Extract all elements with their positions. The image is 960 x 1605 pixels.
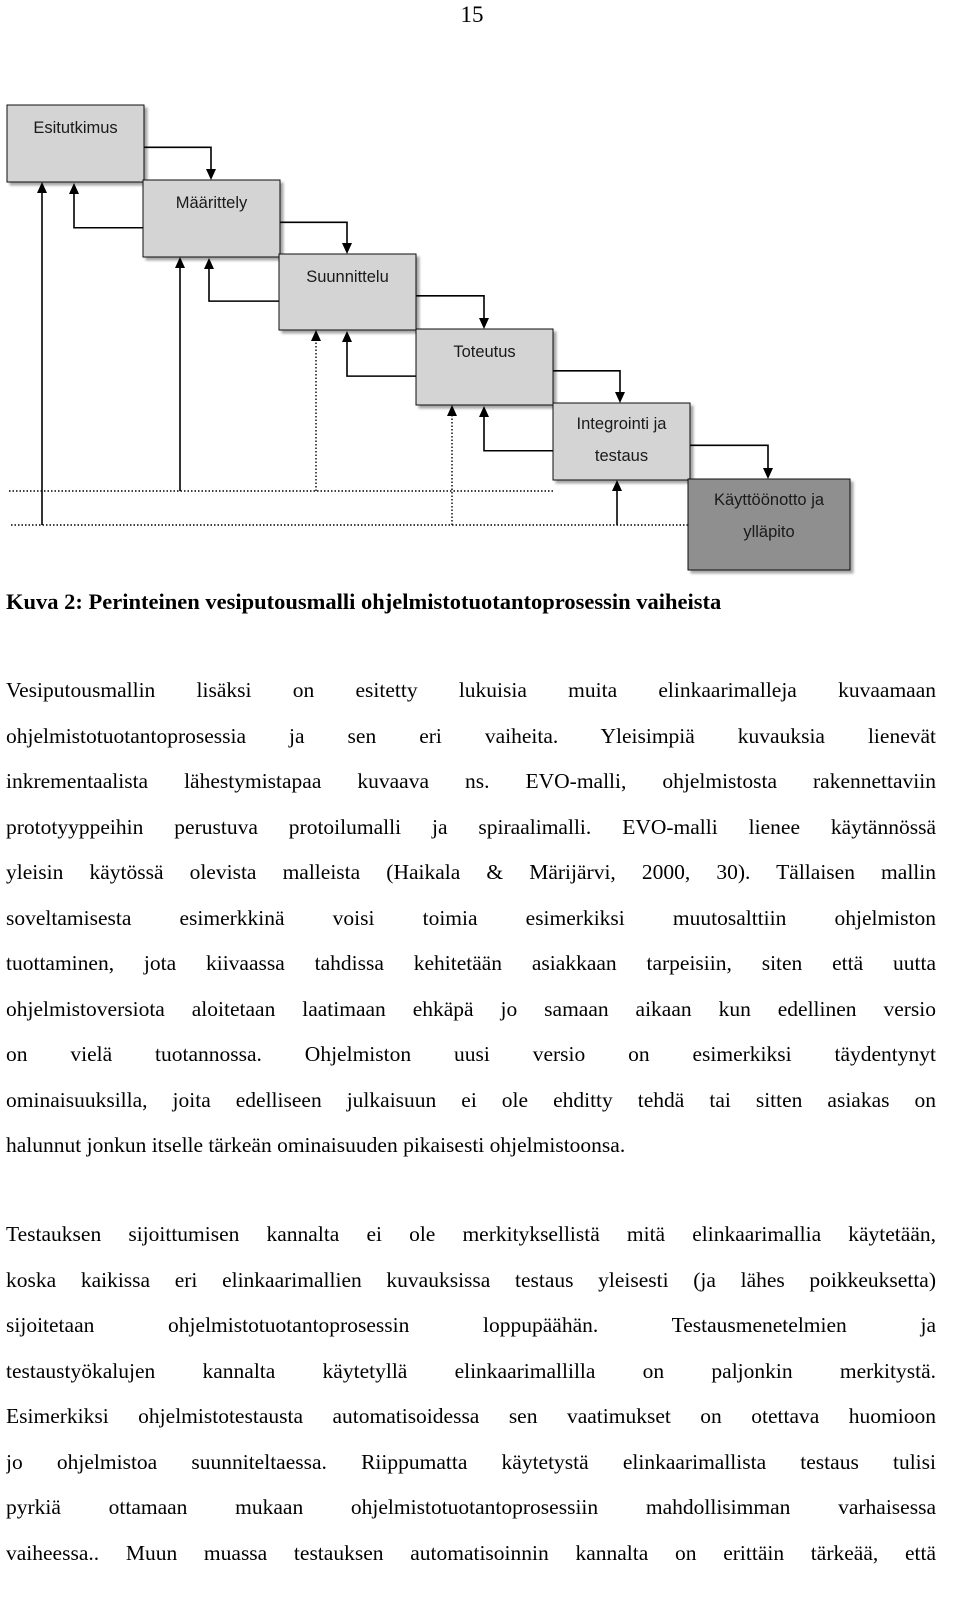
stage-box [279,254,416,330]
arrow-head-down [479,318,489,329]
stage-esitutkimus [7,105,144,182]
paragraph-line: yleisin käytössä olevista malleista (Haikala & Märijärvi, 2000, 30). Tällaisen mallin [6,860,936,884]
forward-arrow-line [280,222,347,245]
arrow-head-up [69,183,79,194]
arrow-head-up [204,258,214,269]
feedback-arrow-line [209,267,279,301]
paragraph-line: sijoitetaan ohjelmistotuotantoprosessin loppupäähän. Testausmenetelmien ja [6,1313,936,1337]
stage-label: Integrointi ja [576,415,667,433]
stage-label: ylläpito [743,523,795,541]
paragraph-line: Esimerkiksi ohjelmistotestausta automatisoidessa sen vaatimukset on otettava huomioon [6,1404,936,1428]
paragraph-line: Testauksen sijoittumisen kannalta ei ole merkityksellistä mitä elinkaarimallia käytetään, [6,1222,936,1246]
stage-toteutus [416,329,553,405]
arrow-head-down [763,468,773,479]
paragraph-line: ohjelmistoversiota aloitetaan laatimaan ehkäpä jo samaan aikaan kun edellinen versio [6,996,936,1021]
arrow-head-up [311,330,321,341]
forward-arrow-line [553,371,620,394]
paragraph-line: ominaisuuksilla, joita edelliseen julkaisuun ei ole ehditty tehdä tai sitten asiakas on [6,1087,936,1112]
forward-arrow-line [690,445,768,470]
paragraph-line: vaiheessa.. Muun muassa testauksen automatisoinnin kannalta on erittäin tärkeää, että [6,1540,936,1565]
arrow-head-down [206,169,216,180]
paragraph-line: Vesiputousmallin lisäksi on esitetty lukuisia muita elinkaarimalleja kuvaamaan [6,678,936,702]
stage-box [143,180,280,257]
arrow-head-up [479,406,489,417]
feedback-arrow-line [484,415,553,451]
paragraph-line: prototyyppeihin perustuva protoilumalli ja spiraalimalli. EVO-malli lienee käytännössä [6,814,936,839]
arrow-head-up [447,405,457,416]
arrow-head-up [37,182,47,193]
paragraph-line: on vielä tuotannossa. Ohjelmiston uusi versio on esimerkiksi täydentynyt [6,1042,936,1066]
arrow-head-down [615,392,625,403]
paragraph-line: pyrkiä ottamaan mukaan ohjelmistotuotantoprosessiin mahdollisimman varhaisessa [6,1495,936,1519]
paragraph-line: jo ohjelmistoa suunniteltaessa. Riippumatta käytetystä elinkaarimallista testaus tulisi [6,1449,936,1474]
stage-label: Määrittely [175,194,248,212]
stage-integrointi [553,403,690,480]
forward-arrow-line [144,147,211,171]
page-number: 15 [460,2,484,27]
figure-caption: Kuva 2: Perinteinen vesiputousmalli ohjelmistotuotantoprosessin vaiheista [6,589,722,614]
arrow-head-up [342,331,352,342]
paragraph-line: soveltamisesta esimerkkinä voisi toimia esimerkiksi muutosalttiin ohjelmiston [6,905,936,930]
stage-label: testaus [594,447,649,465]
arrow-head-down [342,243,352,254]
paragraph-line: tuottaminen, jota kiivaassa tahdissa kehitetään asiakkaan tarpeisiin, siten että uutta [6,951,936,975]
stage-box [416,329,553,405]
stage-maarittely [143,180,280,257]
arrow-head-up [612,480,622,491]
stage-kayttoonotto [688,479,850,570]
feedback-arrow-line [347,340,416,376]
stage-label: Esitutkimus [33,119,118,137]
paragraph-line: koska kaikissa eri elinkaarimallien kuvauksissa testaus yleisesti (ja lähes poikkeuksetta) [6,1267,936,1292]
paragraph-2 [6,1212,936,1576]
paragraph-line: ohjelmistotuotantoprosessia ja sen eri vaiheita. Yleisimpiä kuvauksia lienevät [6,723,936,748]
stage-label: Toteutus [453,343,516,361]
waterfall-diagram [0,0,960,580]
feedback-arrow-line [74,192,143,228]
stage-boxes [7,105,850,570]
paragraph-line: inkrementaalista lähestymistapaa kuvaava ns. EVO-malli, ohjelmistosta rakennettaviin [6,769,936,793]
forward-arrow-line [416,296,484,320]
arrow-head-up [175,257,185,268]
paragraph-1 [6,668,936,1169]
stage-box [7,105,144,182]
stage-label: Suunnittelu [306,268,389,286]
paragraph-line: halunnut jonkun itselle tärkeän ominaisuuden pikaisesti ohjelmistoonsa. [6,1133,626,1157]
stage-label: Käyttöönotto ja [713,491,825,509]
stage-suunnittelu [279,254,416,330]
paragraph-line: testaustyökalujen kannalta käytetyllä elinkaarimallilla on paljonkin merkitystä. [6,1358,936,1383]
